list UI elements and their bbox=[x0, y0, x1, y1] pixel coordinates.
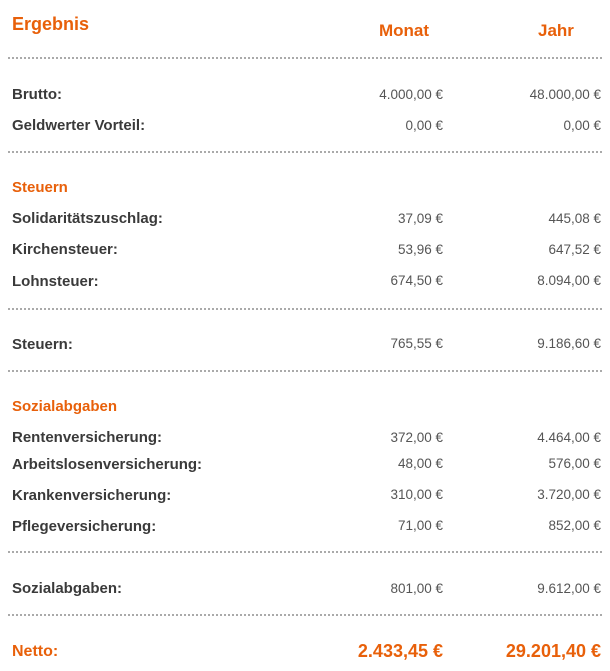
pflegeversicherung-label: Pflegeversicherung: bbox=[12, 518, 157, 535]
rentenversicherung-month: 372,00 € bbox=[390, 430, 443, 445]
krankenversicherung-year: 3.720,00 € bbox=[537, 487, 601, 502]
section-heading-sozialabgaben: Sozialabgaben bbox=[12, 398, 118, 415]
krankenversicherung-month: 310,00 € bbox=[390, 487, 443, 502]
rentenversicherung-year: 4.464,00 € bbox=[537, 430, 601, 445]
netto-month: 2.433,45 € bbox=[357, 641, 443, 661]
rentenversicherung-label: Rentenversicherung: bbox=[12, 429, 163, 446]
brutto-year: 48.000,00 € bbox=[529, 87, 601, 102]
kirchensteuer-year: 647,52 € bbox=[548, 242, 601, 257]
divider bbox=[8, 308, 602, 310]
divider bbox=[8, 614, 602, 616]
geldwerter-vorteil-month: 0,00 € bbox=[405, 118, 443, 133]
section-heading-steuern: Steuern bbox=[12, 179, 68, 196]
arbeitslosenversicherung-label: Arbeitslosenversicherung: bbox=[12, 456, 203, 473]
sozialabgaben-total-year: 9.612,00 € bbox=[537, 581, 601, 596]
pflegeversicherung-month: 71,00 € bbox=[397, 518, 443, 533]
divider bbox=[8, 151, 602, 153]
kirchensteuer-month: 53,96 € bbox=[397, 242, 443, 257]
divider bbox=[8, 370, 602, 372]
brutto-label: Brutto: bbox=[12, 86, 62, 103]
lohnsteuer-label: Lohnsteuer: bbox=[12, 273, 99, 290]
soli-month: 37,09 € bbox=[397, 211, 443, 226]
sozialabgaben-total-label: Sozialabgaben: bbox=[12, 580, 123, 597]
steuern-total-month: 765,55 € bbox=[390, 336, 443, 351]
divider bbox=[8, 57, 602, 59]
lohnsteuer-year: 8.094,00 € bbox=[537, 273, 601, 288]
arbeitslosenversicherung-month: 48,00 € bbox=[397, 456, 443, 471]
sozialabgaben-total-month: 801,00 € bbox=[390, 581, 443, 596]
lohnsteuer-month: 674,50 € bbox=[390, 273, 443, 288]
arbeitslosenversicherung-year: 576,00 € bbox=[548, 456, 601, 471]
brutto-month: 4.000,00 € bbox=[379, 87, 443, 102]
soli-label: Solidaritätszuschlag: bbox=[12, 210, 163, 227]
steuern-total-year: 9.186,60 € bbox=[537, 336, 601, 351]
krankenversicherung-label: Krankenversicherung: bbox=[12, 487, 172, 504]
netto-year: 29.201,40 € bbox=[505, 641, 601, 661]
pflegeversicherung-year: 852,00 € bbox=[548, 518, 601, 533]
column-header-month: Monat bbox=[379, 21, 430, 40]
soli-year: 445,08 € bbox=[548, 211, 601, 226]
result-title: Ergebnis bbox=[12, 14, 90, 34]
geldwerter-vorteil-year: 0,00 € bbox=[563, 118, 601, 133]
divider bbox=[8, 551, 602, 553]
steuern-total-label: Steuern: bbox=[12, 336, 73, 353]
netto-label: Netto: bbox=[12, 643, 59, 660]
geldwerter-vorteil-label: Geldwerter Vorteil: bbox=[12, 117, 146, 134]
column-header-year: Jahr bbox=[538, 21, 574, 40]
kirchensteuer-label: Kirchensteuer: bbox=[12, 241, 118, 258]
